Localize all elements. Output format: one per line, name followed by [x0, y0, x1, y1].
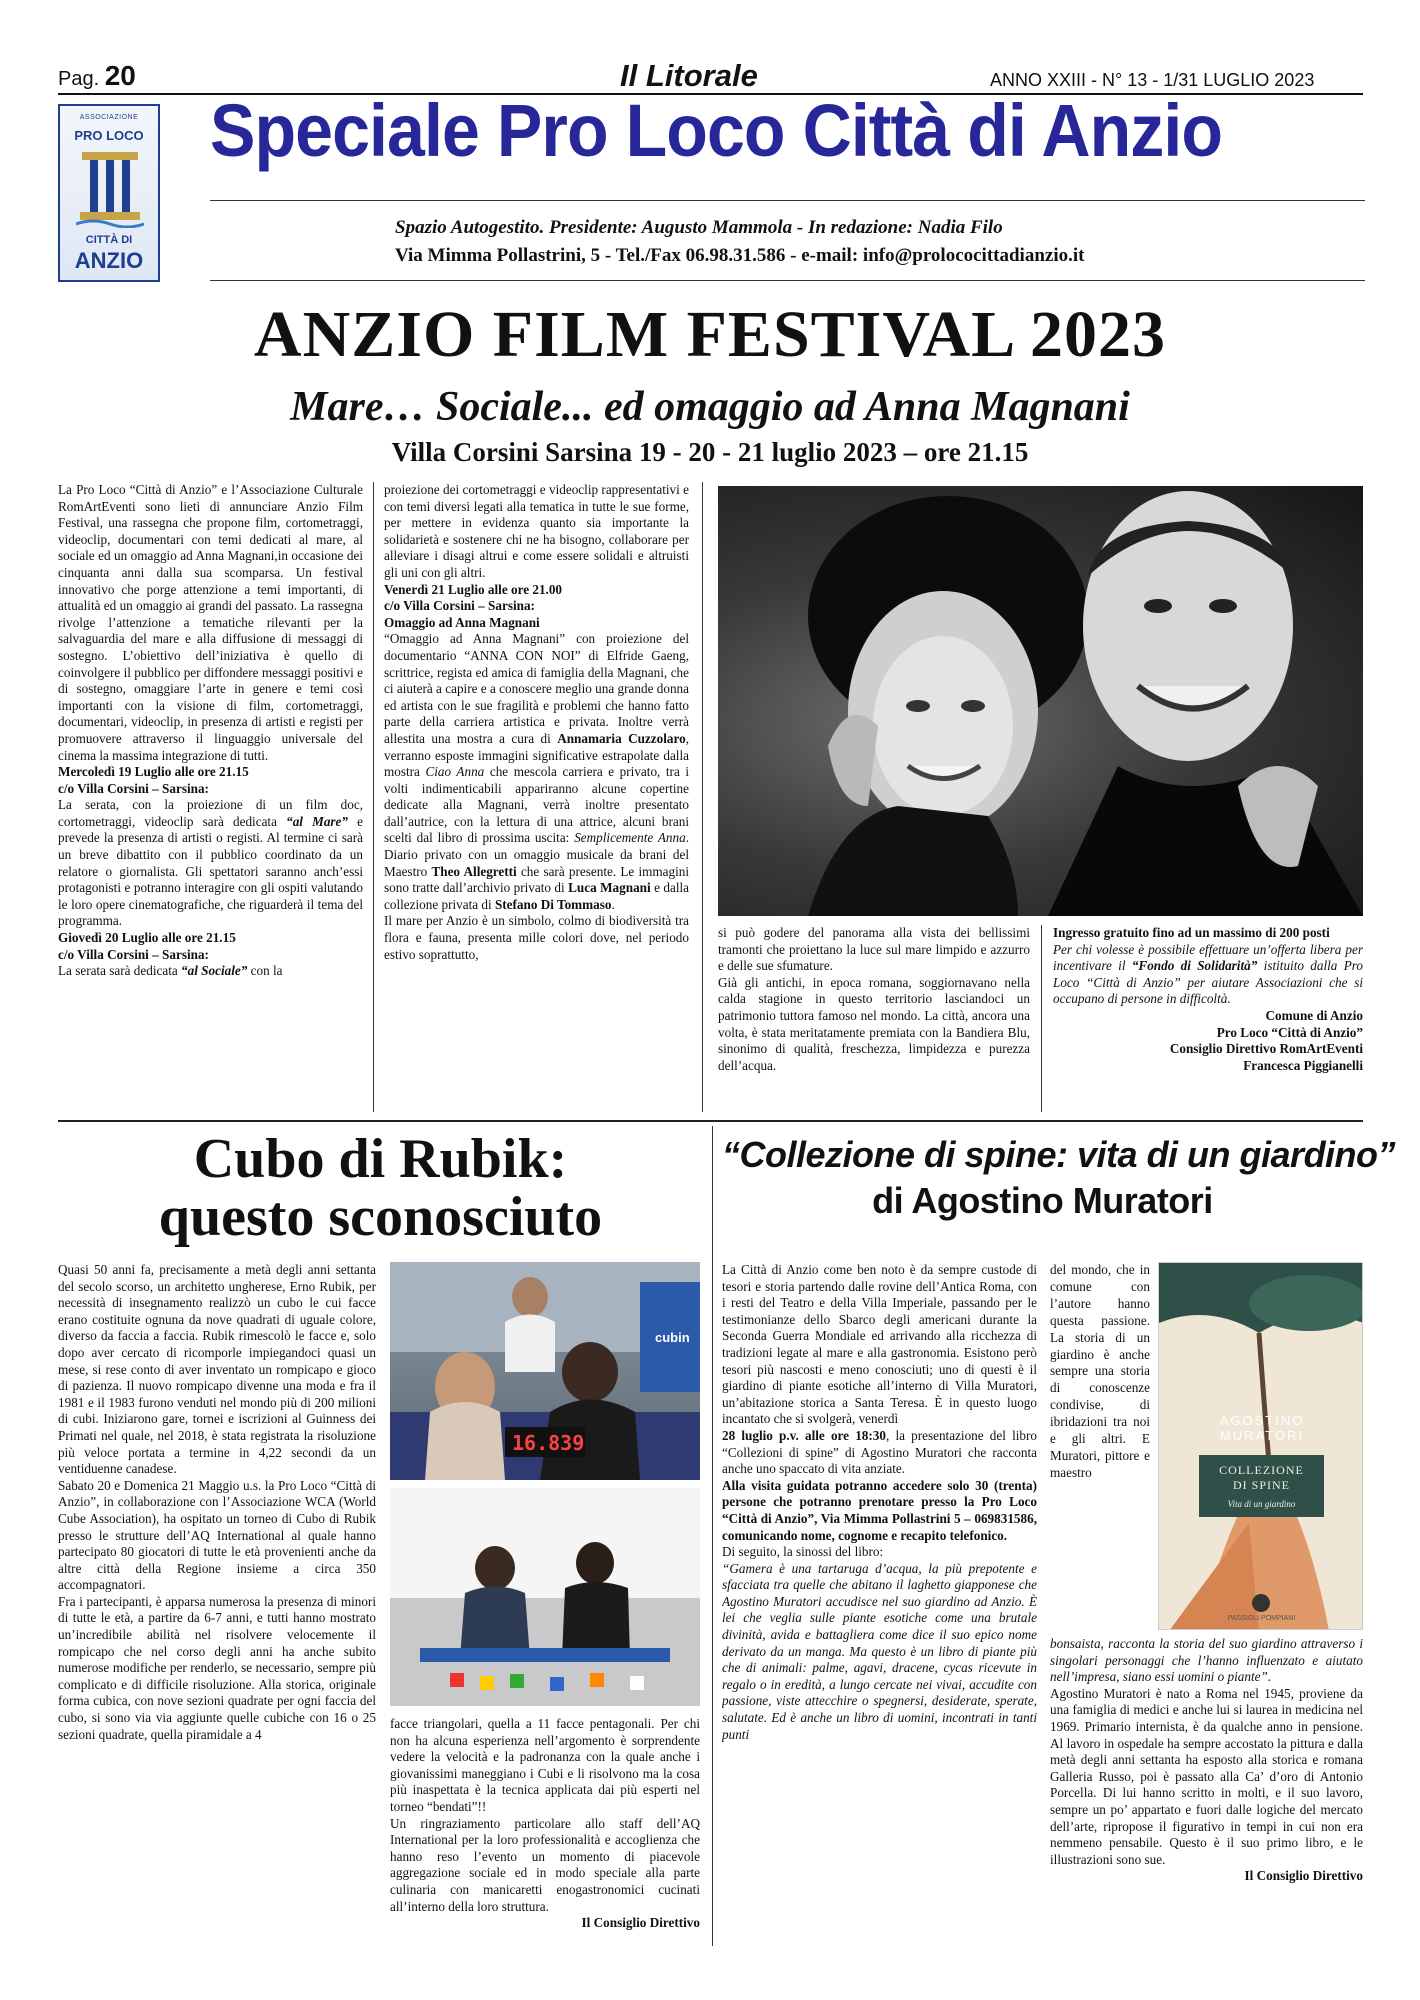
collezione-column-2-narrow: del mondo, che in comune con l’autore hanno questa passione. La storia di un giardino è anche sempre una storia di conoscenze condivise, di ibridazioni tra noi e gli altri. E Muratori, pittore e maestro: [1050, 1262, 1150, 1480]
banner-text: cubin: [655, 1330, 690, 1345]
rubik-photo-1: [390, 1262, 700, 1480]
book-publisher: PASSIGLI POMPIANI: [1227, 1615, 1296, 1622]
issue-info: ANNO XXIII - N° 13 - 1/31 LUGLIO 2023: [990, 70, 1315, 90]
festival-column-4: Ingresso gratuito fino ad un massimo di 200 posti Per chi volesse è possibile effettuare un’offerta libera per incentivare il “Fondo di Solidarità” istituito dalla Pro Loco “Città di Anzio” per aiutare Associazioni che si occupano di persone in difficoltà. Comune di Anzio Pro Loco “Città di Anzio” Consiglio Direttivo RomArtEventi Francesca Piggianelli: [1053, 925, 1363, 1073]
section-divider: [58, 1120, 1363, 1122]
column-icon: [76, 148, 144, 228]
book-title-box: COLLEZIONE DI SPINE Vita di un giardino: [1199, 1455, 1324, 1517]
book-cover: [1158, 1262, 1363, 1630]
info-rule: [210, 280, 1365, 281]
column-divider: [373, 482, 374, 1112]
info-line-1: Spazio Autogestito. Presidente: Augusto Mammola - In redazione: Nadia Filo: [395, 217, 1003, 238]
festival-column-3: si può godere del panorama alla vista dei bellissimi tramonti che proiettano la luce sul mare limpido e azzurro e delle sue sfumature. Già gli antichi, in epoca romana, soggiornavano nella calda stagione in questo territorio lasciandoci un patrimonio tuttora famoso nel mondo. La città, ancora una volta, è stata meritatamente premiata con la Bandiera Blu, sinonimo di qualità, freschezza, limpidezza e purezza dell’acqua.: [718, 925, 1030, 1073]
column-divider: [1041, 925, 1042, 1112]
column-divider: [702, 482, 703, 1112]
article-divider: [712, 1126, 713, 1946]
collezione-column-2: bonsaista, racconta la storia del suo giardino attraverso i singolari personaggi che l’hanno influenzato e aiutato nell’impresa, siano essi uomini o piante”. Agostino Muratori è nato a Roma nel 1945, proviene da una famiglia di medici e anche lui si laurea in medicina nel 1969. Primario internista, è da qualche anno in pensione. Al lavoro in ospedale ha sempre accostato la pittura e dalla metà degli anni settanta ha esposto alla storica e romana Galleria Russo, poi è passato alla Ca’ d’oro di Antonio Porcella. Di lui hanno scritto in molti, e il suo lavoro, sempre un po’ appartato e fuori dalle logiche del mercato dell’arte, ripropose il figurativo in tempi in cui non era nemmeno pensabile. Questo è il suo primo libro, e le illustrazioni sono sue. Il Consiglio Direttivo: [1050, 1636, 1363, 1884]
rubik-column-2: facce triangolari, quella a 11 facce pentagonali. Per chi non ha alcuna esperienza nell’argomento è sorprendente vedere la velocità e la padronanza con la quale anche i giovanissimi maneggiano i Cubi e li risolvono ma la cosa più inaspettata è la tecnica applicata dai più esperti nel torneo “bendati”!! Un ringraziamento particolare allo staff dell’AQ International per la loro professionalità e accoglienza che hanno reso l’evento un momento di piacevole aggregazione sociale ed in modo speciale alla parte culinaria con manicaretti enogastronomici cucinati all’interno della loro struttura. Il Consiglio Direttivo: [390, 1716, 700, 1931]
masthead: Il Litorale: [620, 58, 758, 93]
info-line-2: Via Mimma Pollastrini, 5 - Tel./Fax 06.98.31.586 - e-mail: info@prolococittadianzio.it: [395, 245, 1085, 266]
festival-title: ANZIO FILM FESTIVAL 2023: [253, 298, 1167, 371]
magnani-photo: [718, 486, 1363, 916]
pro-loco-logo: ASSOCIAZIONE PRO LOCO CITTÀ DI ANZIO: [58, 104, 160, 282]
rubik-title: Cubo di Rubik: questo sconosciuto: [158, 1128, 603, 1248]
page-number: 20: [104, 60, 136, 91]
festival-column-2: proiezione dei cortometraggi e videoclip rappresentativi e con temi diversi legati alla tematica in tutte le sue forme, per mettere in evidenza quanto sia importante la solidarietà e sostenere chi ne ha bisogno, collaborare per alleviare i disagi altrui e come essere solidali e altruisti gli uni con gli altri. Venerdì 21 Luglio alle ore 21.00 c/o Villa Corsini – Sarsina: Omaggio ad Anna Magnani “Omaggio ad Anna Magnani” con proiezione del documentario “ANNA CON NOI” di Elfride Gaeng, scrittrice, regista ed amica di famiglia della Magnani, che ci aiuterà a capire e a conoscere meglio una grande donna ed artista con le sue fragilità e problemi che hanno fatto parte della carriera artistica e privata. Inoltre verrà allestita una mostra a cura di Annamaria Cuzzolaro, verranno esposte immagini significative estrapolate dalla mostra Ciao Anna che mescola carriera e privato, tra i volti indimenticabili appariranno alcune copertine dedicate alla Magnani, verrà inoltre presentato dall’autrice, con la lettura di una attrice, alcuni brani scelti dal libro di prossima uscita: Semplicemente Anna. Diario privato con un omaggio musicale da brani del Maestro Theo Allegretti che sarà presente. Le immagini sono tratte dall’archivio privato di Luca Magnani e dalla collezione privata di Stefano Di Tommaso. Il mare per Anzio è un simbolo, colmo di biodiversità tra flora e fauna, presenta mille colori dove, nel periodo estivo soprattutto,: [384, 482, 689, 962]
section-title: Speciale Pro Loco Città di Anzio: [210, 89, 1223, 172]
section-rule: [210, 200, 1365, 201]
book-author-2: MURATORI: [1219, 1428, 1305, 1443]
rubik-column-1: Quasi 50 anni fa, precisamente a metà degli anni settanta del secolo scorso, un architetto ungherese, Erno Rubik, per necessità di insegnamento realizzò un cubo le cui facce erano costituite ognuna da nove quadrati di uguale colore, diverso da faccia a faccia. Rubik rimescolò le facce e, solo dopo aver cercato di ricomporle impiegandoci quasi un mese, si rese conto di aver inventato un rompicapo e gioco di pazienza. Il nuovo rompicapo divenne una moda e fra il 1981 e il 1983 furono venduti nel mondo più di 200 milioni di cubi. Iniziarono gare, tornei e iscrizioni al Guinness dei Primati nel quale, nel 2018, è stata registrata la risoluzione più veloce portata a termine in 4,22 secondi da un ventiduenne canadese. Sabato 20 e Domenica 21 Maggio u.s. la Pro Loco “Città di Anzio”, in collaborazione con l’Associazione WCA (World Cube Association), ha ospitato un torneo di Cubo di Rubik presso le strutture dell’AQ International al quale hanno partecipato 80 giocatori di tutte le età provenienti anche da altre città della Regione insieme a circa 350 accompagnatori. Fra i partecipanti, è apparsa numerosa la presenza di minori di tutte le età, a partire da 6-7 anni, e tutti hanno mostrato un’incredibile abilità nel risolvere velocemente il rompicapo che nel corso degli anni ha anche subito numerose modifiche per renderlo, se necessario, sempre più complicato e di difficile risoluzione. Alla storica, originale forma cubica, con nove sezioni quadrate per ogni faccia del cubo, si sono via via aggiunte quelle cubiche con 16 o 25 sezioni quadrate, quella piramidale a 4: [58, 1262, 376, 1742]
festival-column-1: La Pro Loco “Città di Anzio” e l’Associazione Culturale RomArtEventi sono lieti di annunciare Anzio Film Festival, una rassegna che propone film, cortometraggi, videoclip, documentari con temi dedicati al mare, al sociale ed un omaggio ad Anna Magnani,in occasione dei cinquanta anni dalla sua scomparsa. Un festival innovativo che porge attenzione a temi importanti, di attualità ed un omaggio ai grandi del passato. La rassegna rivolge l’attenzione a tematiche rilevanti per la salvaguardia del mare e alla diffusione di messaggi di sostegno. L’obiettivo dell’iniziativa è quello di coinvolgere il pubblico per diffondere messaggi positivi e di sostegno, omaggiare l’arte in genere e temi così importanti con la visione di film, cortometraggi, documentari, videoclip, in presenza di artisti e registi per promuovere attraverso il linguaggio universale del cinema la massima integrazione di tutti. Mercoledì 19 Luglio alle ore 21.15 c/o Villa Corsini – Sarsina: La serata, con la proiezione di un film doc, cortometraggi, videoclip sarà dedicata “al Mare” e prevede la presenza di artisti o registi. Al termine ci sarà un breve dibattito con il pubblico coordinato da un relatore o giornalista. Gli spettatori saranno anch’essi protagonisti e potranno interagire con gli ospiti valutando le loro opere cinematografiche, che riguarderà il tema del programma. Giovedì 20 Luglio alle ore 21.15 c/o Villa Corsini – Sarsina: La serata sarà dedicata “al Sociale” con la: [58, 482, 363, 979]
collezione-column-1: La Città di Anzio come ben noto è da sempre custode di tesori e storia partendo dalle rovine dell’Antica Roma, con i resti del Teatro e della Villa Imperiale, passando per le testimonianze dello Sbarco degli americani durante la Seconda Guerra Mondiale ed arrivando alla ricchezza di tradizioni legate al mare e alla gastronomia. Esistono però tesori più nascosti e meno conosciuti; uno di questi è il giardino di piante esotiche all’interno di Villa Muratori, un’abitazione storica a Santa Teresa. È in questo luogo incantato che si svolgerà, venerdì 28 luglio p.v. alle ore 18:30, la presentazione del libro “Collezioni di spine” di Agostino Muratori che racconta anche uno spaccato di vita anziate. Alla visita guidata potranno accedere solo 30 (trenta) persone che potranno prenotare presso la Pro Loco “Città di Anzio”, Via Mimma Pollastrini 5 – 069831586, comunicando nome, cognome e recapito telefonico. Di seguito, la sinossi del libro: “Gamera è una tartaruga d’acqua, la più prepotente e sfacciata tra quelle che abitano il laghetto giapponese che Agostino Muratori accudisce nel suo giardino ad Anzio. È lei che veglia sulle piante esotiche come una brutale divinità, avida e battagliera come dice il suo epico nome derivato da un manga. Ma questo è un libro di piante più che di animali: palme, agavi, dracene, cycas ricevute in regalo o in eredità, a lungo cercate nei vivai, accudite con passione, viste attecchire o spegnersi, desiderate, sperate, salutate. Ed è anche un libro di uomini, incontrati in tanti punti: [722, 1262, 1037, 1742]
collezione-title: “Collezione di spine: vita di un giardino” di Agostino Muratori: [722, 1134, 1396, 1221]
timer-display: 16.839: [512, 1431, 585, 1455]
festival-subtitle: Mare… Sociale... ed omaggio ad Anna Magnani: [290, 384, 1130, 430]
rubik-photo-2: [390, 1488, 700, 1706]
book-author-1: AGOSTINO: [1219, 1413, 1305, 1428]
festival-venue: Villa Corsini Sarsina 19 - 20 - 21 luglio 2023 – ore 21.15: [391, 437, 1029, 467]
page-label: Pag. 20: [58, 60, 136, 91]
